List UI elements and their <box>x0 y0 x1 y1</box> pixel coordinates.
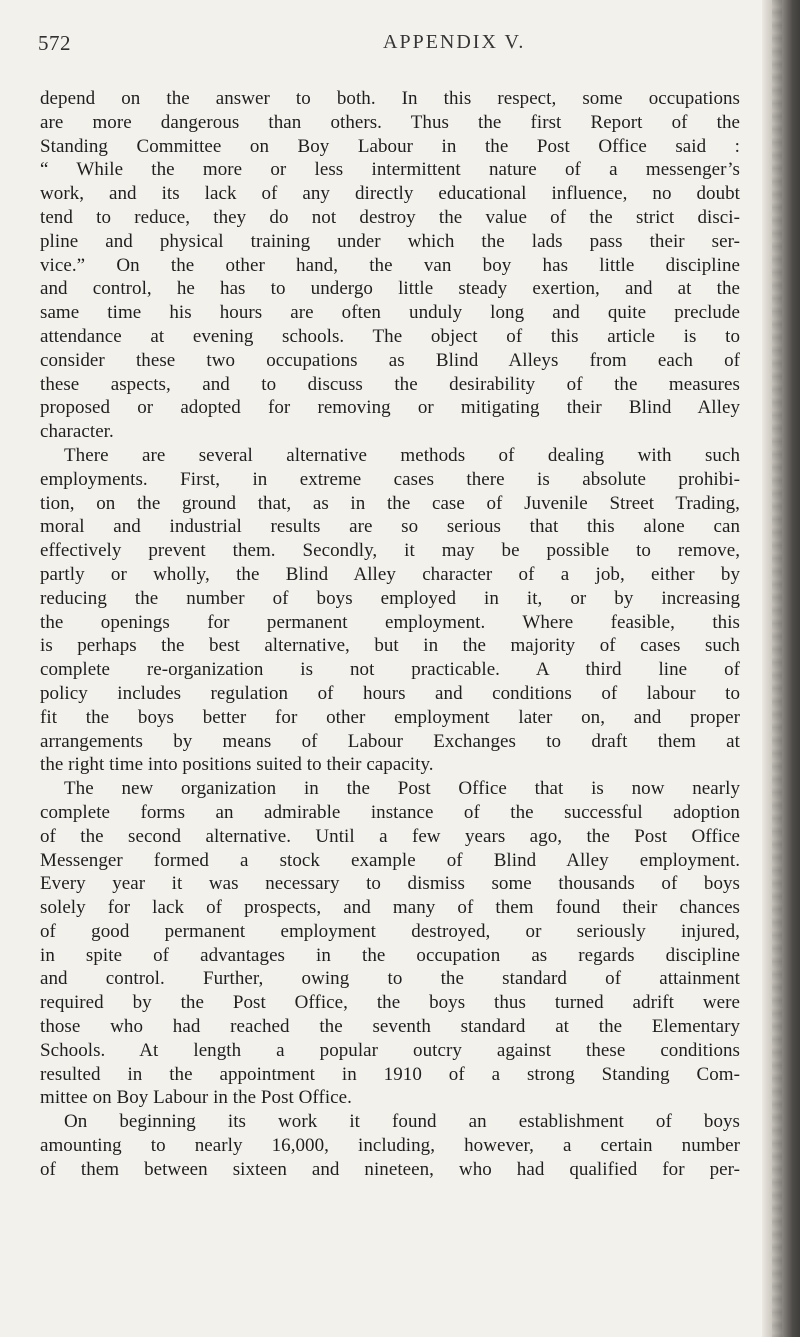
text-line: “ While the more or less intermittent nature of a messenger’s <box>40 159 740 181</box>
text-line: Schools. At length a popular outcry against these conditions <box>40 1039 740 1061</box>
text-line: tend to reduce, they do not destroy the value of the strict disci- <box>40 206 740 228</box>
text-line: resulted in the appointment in 1910 of a strong Standing Com- <box>40 1063 740 1085</box>
text-line: depend on the answer to both. In this respect, some occupations <box>40 88 740 109</box>
text-line: vice.” On the other hand, the van boy has little discipline <box>40 254 740 276</box>
paragraph-end-line: the right time into positions suited to their capacity. <box>40 754 434 776</box>
text-line: are more dangerous than others. Thus the first Report of the <box>40 111 740 133</box>
text-line: pline and physical training under which the lads pass their ser- <box>40 230 740 252</box>
paragraph-start-line: The new organization in the Post Office that is now nearly <box>64 778 740 800</box>
text-line: the openings for permanent employment. Where feasible, this <box>40 611 740 633</box>
text-line: and control, he has to undergo little steady exertion, and at the <box>40 278 740 300</box>
page-edge-texture <box>772 0 782 1337</box>
text-line: amounting to nearly 16,000, including, however, a certain number <box>40 1135 740 1157</box>
page-number: 572 <box>38 31 71 55</box>
page-edge-shadow <box>762 0 800 1337</box>
text-line: of good permanent employment destroyed, or seriously injured, <box>40 920 740 942</box>
text-line: partly or wholly, the Blind Alley character of a job, either by <box>40 563 740 585</box>
text-line: moral and industrial results are so serious that this alone can <box>40 516 740 538</box>
text-line: same time his hours are often unduly long and quite preclude <box>40 302 740 324</box>
text-line: employments. First, in extreme cases there is absolute prohibi- <box>40 468 740 490</box>
text-line: fit the boys better for other employment later on, and proper <box>40 706 740 728</box>
text-line: reducing the number of boys employed in it, or by increasing <box>40 587 740 609</box>
text-line: tion, on the ground that, as in the case of Juvenile Street Trading, <box>40 492 740 514</box>
text-line: in spite of advantages in the occupation as regards discipline <box>40 944 740 966</box>
text-line: Every year it was necessary to dismiss some thousands of boys <box>40 873 740 895</box>
text-line: Standing Committee on Boy Labour in the Post Office said : <box>40 135 740 157</box>
page-header <box>38 31 738 55</box>
text-line: attendance at evening schools. The object of this article is to <box>40 325 740 347</box>
text-line: arrangements by means of Labour Exchanges to draft them at <box>40 730 740 752</box>
body-text <box>40 87 740 1182</box>
text-line: is perhaps the best alternative, but in the majority of cases such <box>40 635 740 657</box>
paragraph-end-line: character. <box>40 421 114 443</box>
text-line: consider these two occupations as Blind Alleys from each of <box>40 349 740 371</box>
text-line: those who had reached the seventh standard at the Elementary <box>40 1016 740 1038</box>
text-line: complete re-organization is not practicable. A third line of <box>40 659 740 681</box>
text-line: of the second alternative. Until a few years ago, the Post Office <box>40 825 740 847</box>
running-title: APPENDIX V. <box>383 31 526 53</box>
text-line: and control. Further, owing to the standard of attainment <box>40 968 740 990</box>
paragraph-end-line: mittee on Boy Labour in the Post Office. <box>40 1087 352 1109</box>
text-line: solely for lack of prospects, and many of them found their chances <box>40 897 740 919</box>
text-line: effectively prevent them. Secondly, it may be possible to remove, <box>40 540 740 562</box>
text-line: work, and its lack of any directly educational influence, no doubt <box>40 183 740 205</box>
text-line: Messenger formed a stock example of Blind Alley employment. <box>40 849 740 871</box>
paragraph-start-line: On beginning its work it found an establishment of boys <box>64 1111 740 1133</box>
text-line: of them between sixteen and nineteen, who had qualified for per- <box>40 1158 740 1180</box>
text-line: these aspects, and to discuss the desirability of the measures <box>40 373 740 395</box>
text-line: policy includes regulation of hours and conditions of labour to <box>40 682 740 704</box>
text-line: required by the Post Office, the boys thus turned adrift were <box>40 992 740 1014</box>
paragraph-start-line: There are several alternative methods of dealing with such <box>64 444 740 466</box>
text-line: complete forms an admirable instance of the successful adoption <box>40 801 740 823</box>
text-line: proposed or adopted for removing or mitigating their Blind Alley <box>40 397 740 419</box>
